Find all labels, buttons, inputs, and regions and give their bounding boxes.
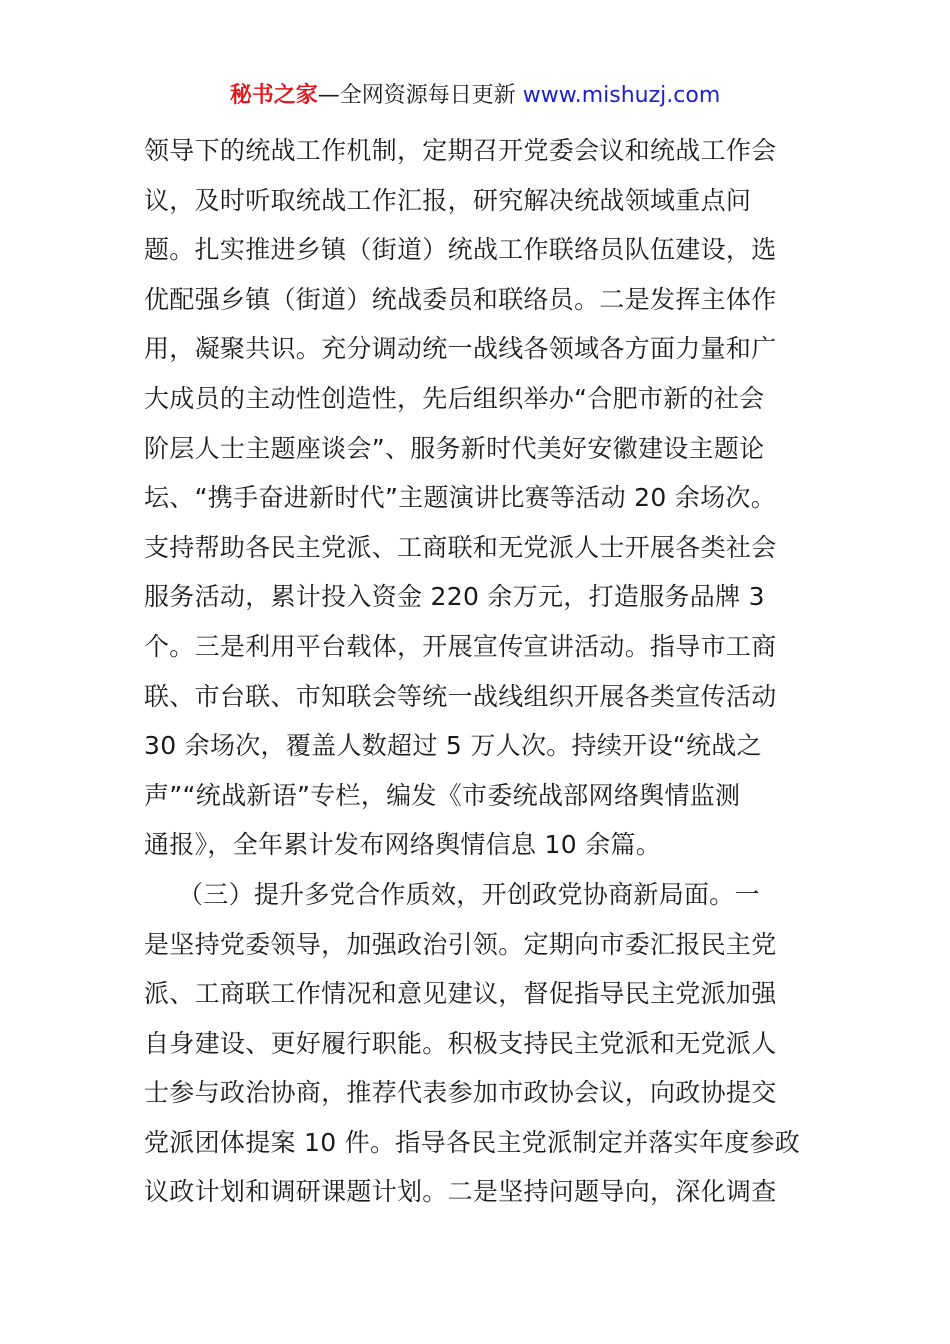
text-line: 是坚持党委领导，加强政治引领。定期向市委汇报民主党 — [144, 929, 777, 959]
text-line: 自身建设、更好履行职能。积极支持民主党派和无党派人 — [144, 1028, 777, 1058]
text-line: 派、工商联工作情况和意见建议，督促指导民主党派加强 — [144, 979, 777, 1009]
paragraph — [144, 870, 814, 1217]
header-brand: 秘书之家 — [229, 83, 318, 108]
header-tagline: —全网资源每日更新 — [317, 83, 516, 108]
text-line: 支持帮助各民主党派、工商联和无党派人士开展各类社会 — [144, 532, 777, 562]
text-line: 士参与政治协商，推荐代表参加市政协会议，向政协提交 — [144, 1078, 777, 1108]
text-line: 联、市台联、市知联会等统一战线组织开展各类宣传活动 — [144, 681, 777, 711]
text-line: 议，及时听取统战工作汇报，研究解决统战领域重点问 — [144, 185, 752, 215]
text-line: 通报》，全年累计发布网络舆情信息 10 余篇。 — [144, 830, 662, 860]
text-line: 个。三是利用平台载体，开展宣传宣讲活动。指导市工商 — [144, 631, 777, 661]
text-line: 大成员的主动性创造性，先后组织举办“合肥市新的社会 — [144, 383, 765, 413]
text-line: 题。扎实推进乡镇（街道）统战工作联络员队伍建设，选 — [144, 235, 777, 265]
text-line: 领导下的统战工作机制，定期召开党委会议和统战工作会 — [144, 136, 777, 165]
page-header — [0, 80, 950, 112]
text-line: 服务活动，累计投入资金 220 余万元，打造服务品牌 3 — [144, 582, 765, 612]
body-text — [144, 126, 814, 1217]
text-line: 坛、“携手奋进新时代”主题演讲比赛等活动 20 余场次。 — [144, 483, 777, 513]
text-line: 用，凝聚共识。充分调动统一战线各领域各方面力量和广 — [144, 334, 777, 364]
text-line: 党派团体提案 10 件。指导各民主党派制定并落实年度参政 — [144, 1127, 801, 1157]
text-line: 优配强乡镇（街道）统战委员和联络员。二是发挥主体作 — [144, 284, 777, 314]
text-line: 30 余场次，覆盖人数超过 5 万人次。持续开设“统战之 — [144, 731, 762, 761]
text-line: 阶层人士主题座谈会”、服务新时代美好安徽建设主题论 — [144, 433, 765, 463]
text-line: 议政计划和调研课题计划。二是坚持问题导向，深化调查 — [144, 1177, 777, 1207]
text-line: 声”“统战新语”专栏，编发《市委统战部网络舆情监测 — [144, 780, 741, 810]
paragraph — [144, 126, 814, 870]
header-site-link[interactable]: www.mishuzj.com — [522, 83, 721, 108]
section-heading-line: （三）提升多党合作质效，开创政党协商新局面。一 — [178, 879, 760, 909]
